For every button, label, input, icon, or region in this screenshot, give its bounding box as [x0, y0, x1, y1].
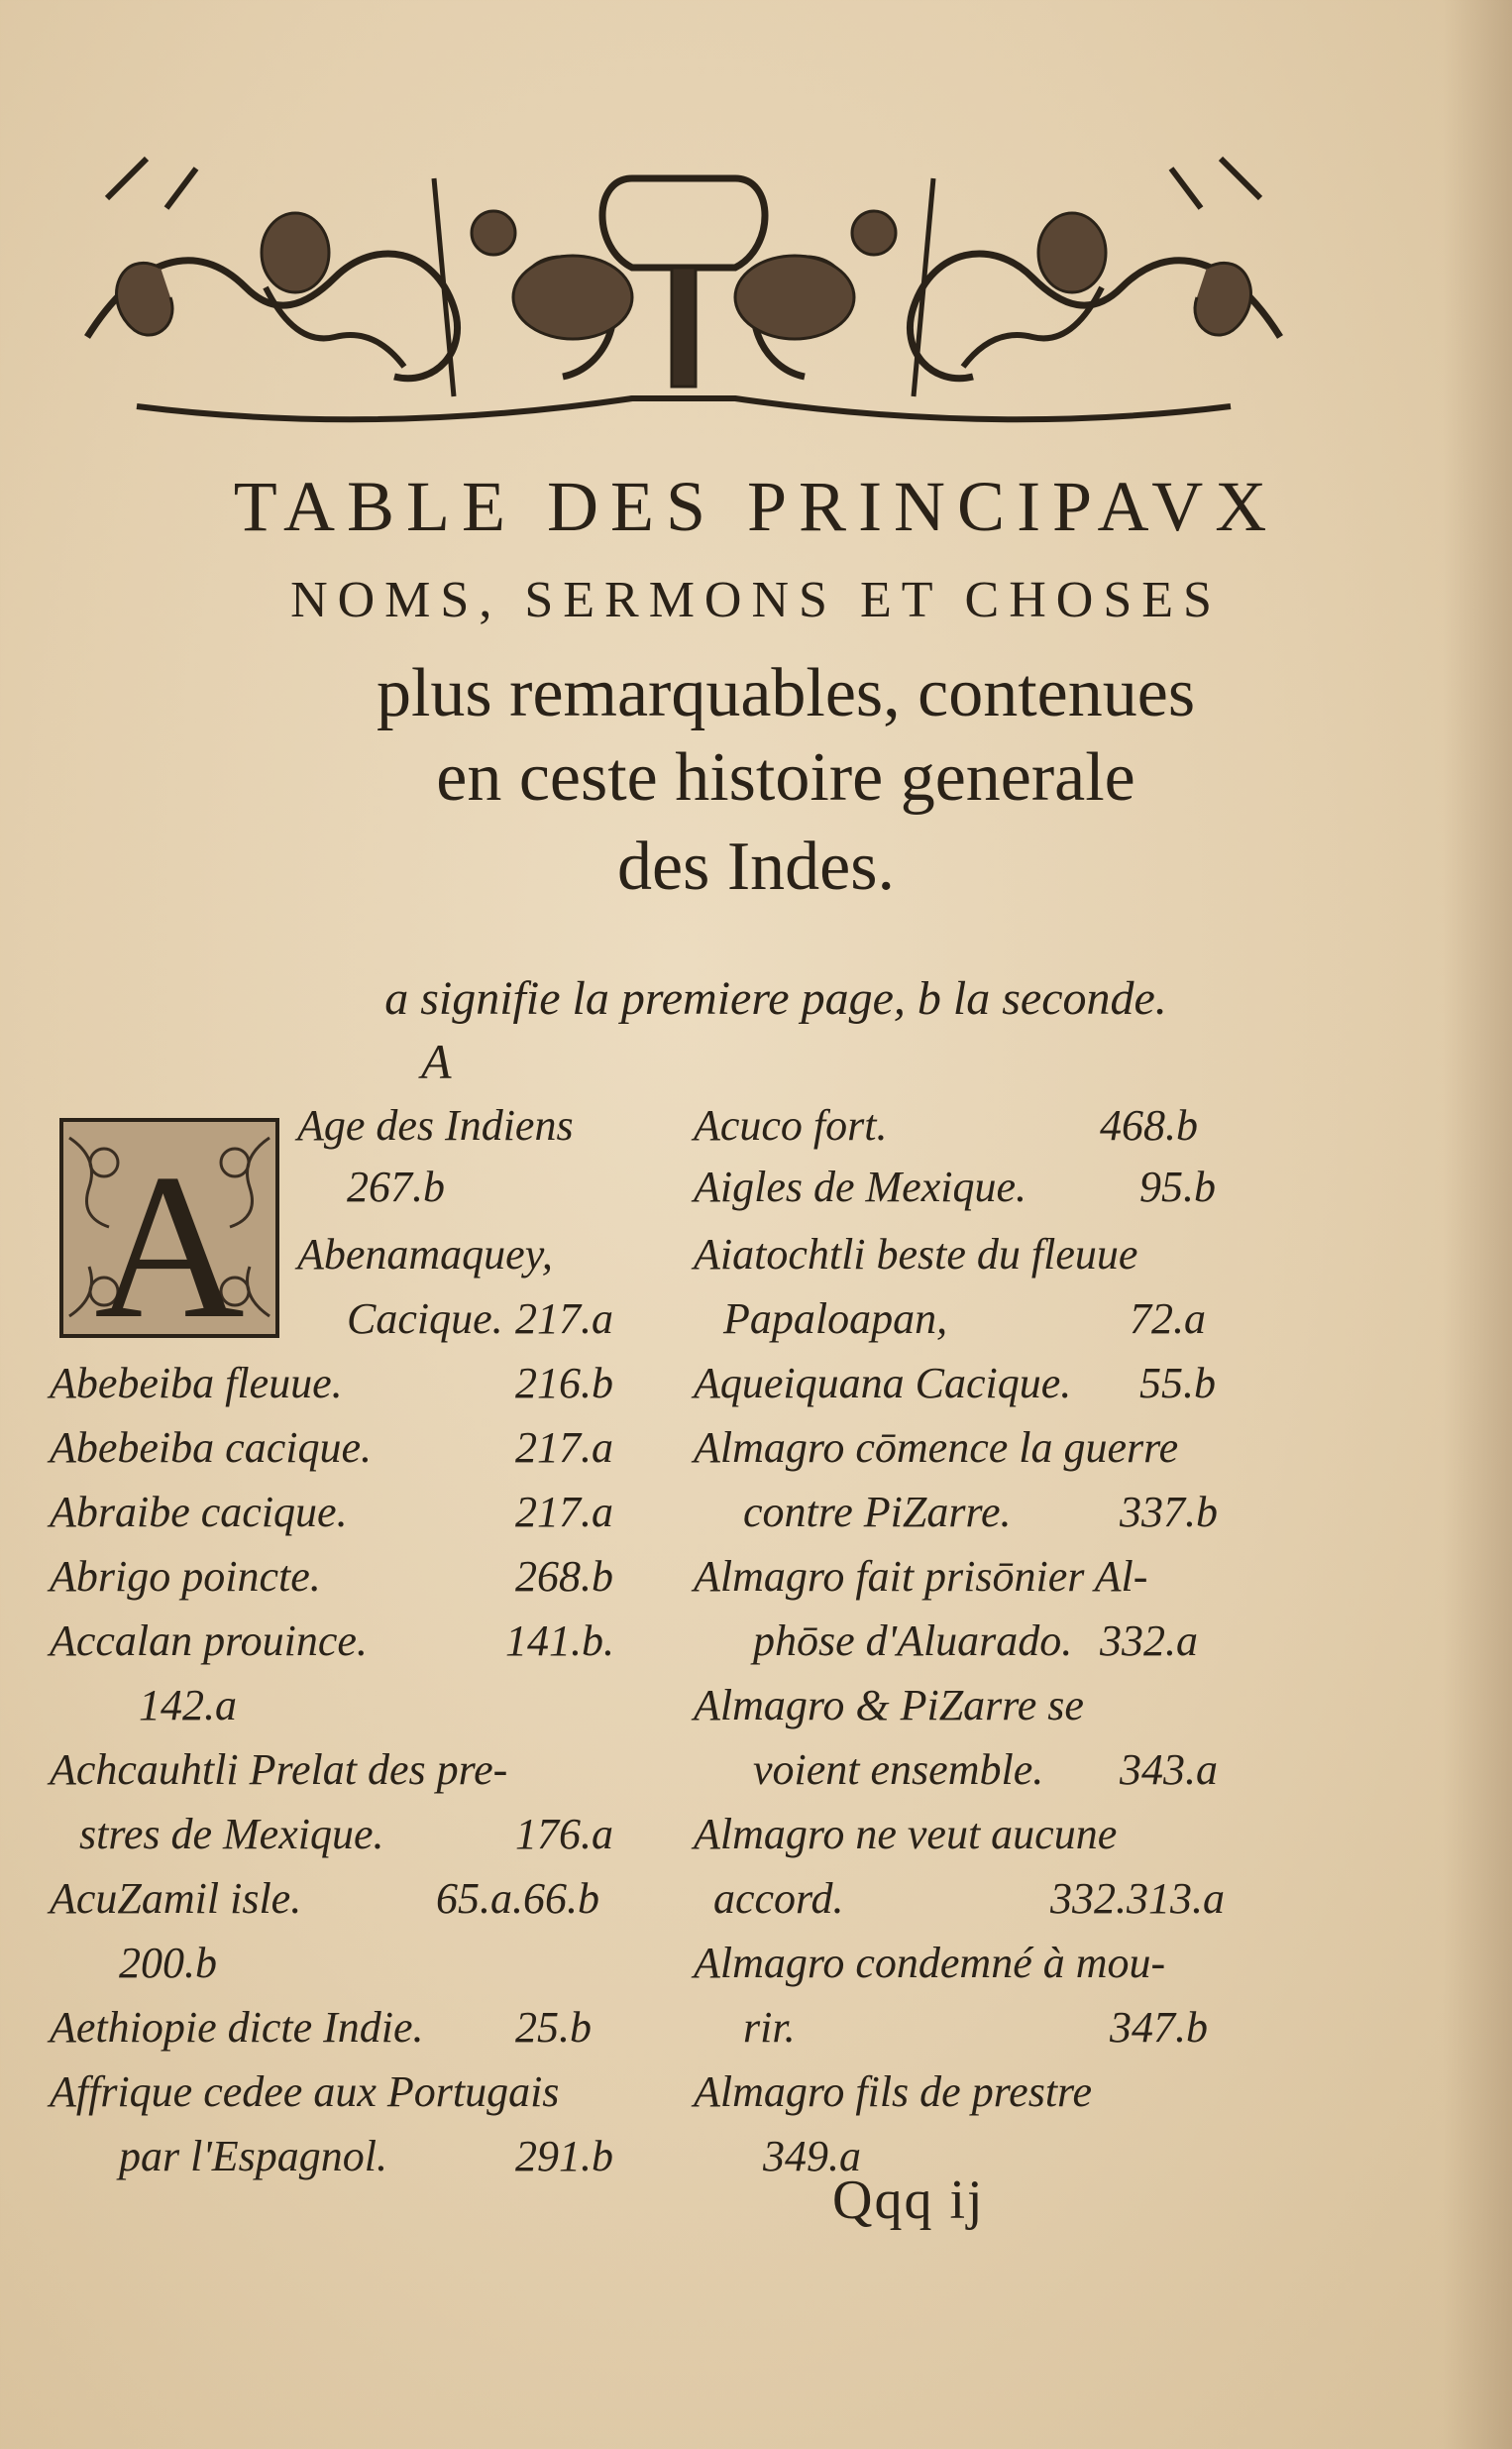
left-entry-page-ref: 217.a — [515, 1294, 613, 1343]
left-entry-text: Abebeiba fleuue. — [50, 1359, 343, 1407]
dropcap-ornament — [59, 1118, 279, 1338]
left-entry-page-ref: 291.b — [515, 2132, 613, 2180]
right-entry-page-ref: 72.a — [1130, 1294, 1206, 1343]
right-entry-text: Almagro ne veut aucune — [694, 1810, 1118, 1858]
right-entry-text: Aqueiquana Cacique. — [694, 1359, 1072, 1407]
right-entry-text: Almagro condemné à mou- — [694, 1939, 1166, 1987]
left-entry-page-ref: 25.b — [515, 2003, 592, 2052]
left-entry-text: AcuZamil isle. — [50, 1874, 302, 1923]
left-entry-text: Affrique cedee aux Portugais — [50, 2067, 560, 2116]
right-entry-text: Aigles de Mexique. — [694, 1163, 1026, 1211]
left-entry-text: par l'Espagnol. — [119, 2132, 387, 2180]
right-entry-page-ref: 95.b — [1139, 1163, 1216, 1211]
left-entry-page-ref: 65.a.66.b — [436, 1874, 599, 1923]
signature-mark: Qqq ij — [832, 2170, 985, 2231]
right-entry-page-ref: 343.a — [1120, 1745, 1218, 1794]
left-entry-text: Abenamaquey, — [297, 1230, 553, 1279]
woodcut-ornament-band — [77, 139, 1290, 436]
left-entry-text: Abraibe cacique. — [50, 1488, 348, 1536]
left-entry-page-ref: 217.a — [515, 1488, 613, 1536]
left-entry-page-ref: 267.b — [347, 1163, 445, 1211]
left-entry-text: stres de Mexique. — [79, 1810, 384, 1858]
left-entry-page-ref: 216.b — [515, 1359, 613, 1407]
left-entry-text: Age des Indiens — [297, 1101, 574, 1150]
left-entry-text: Achcauhtli Prelat des pre- — [50, 1745, 508, 1794]
left-entry-text: Cacique. — [347, 1294, 503, 1343]
page-edge-shadow — [1443, 0, 1512, 2449]
right-entry-text: Acuco fort. — [694, 1101, 888, 1150]
right-entry-text: Papaloapan, — [723, 1294, 948, 1343]
left-entry-page-ref: 200.b — [119, 1939, 217, 1987]
dropcap-letter: A — [94, 1132, 245, 1338]
left-entry-page-ref: 176.a — [515, 1810, 613, 1858]
right-entry-text: Almagro cōmence la guerre — [694, 1423, 1179, 1472]
left-entry-text: Aethiopie dicte Indie. — [50, 2003, 424, 2052]
right-entry-text: Almagro & PiZarre se — [694, 1681, 1084, 1729]
title-line-1: TABLE DES PRINCIPAVX — [233, 467, 1279, 546]
section-letter: A — [421, 1034, 452, 1089]
right-entry-page-ref: 337.b — [1120, 1488, 1218, 1536]
page-note: a signifie la premiere page, b la seconde. — [384, 972, 1167, 1025]
left-entry-page-ref: 217.a — [515, 1423, 613, 1472]
title-line-3: plus remarquables, contenues — [376, 655, 1196, 731]
right-entry-page-ref: 332.313.a — [1050, 1874, 1225, 1923]
right-entry-text: phōse d'Aluarado. — [753, 1616, 1073, 1665]
left-entry-page-ref: 141.b. — [505, 1616, 614, 1665]
right-entry-page-ref: 55.b — [1139, 1359, 1216, 1407]
left-entry-text: Abebeiba cacique. — [50, 1423, 372, 1472]
right-entry-text: Aiatochtli beste du fleuue — [694, 1230, 1138, 1279]
right-entry-text: Almagro fils de prestre — [694, 2067, 1093, 2116]
right-entry-text: rir. — [743, 2003, 796, 2052]
left-entry-text: Accalan prouince. — [50, 1616, 368, 1665]
left-entry-page-ref: 268.b — [515, 1552, 613, 1601]
right-entry-page-ref: 332.a — [1100, 1616, 1198, 1665]
right-entry-text: Almagro fait prisōnier Al- — [694, 1552, 1148, 1601]
right-entry-page-ref: 347.b — [1110, 2003, 1208, 2052]
right-entry-text: voient ensemble. — [753, 1745, 1044, 1794]
right-entry-page-ref: 349.a — [763, 2132, 861, 2180]
title-line-4: en ceste histoire generale — [436, 739, 1135, 816]
title-line-2: NOMS, SERMONS ET CHOSES — [290, 572, 1222, 628]
title-line-5: des Indes. — [617, 829, 895, 905]
right-entry-page-ref: 468.b — [1100, 1101, 1198, 1150]
left-entry-text: Abrigo poincte. — [50, 1552, 321, 1601]
left-entry-page-ref: 142.a — [139, 1681, 237, 1729]
right-entry-text: accord. — [713, 1874, 844, 1923]
right-entry-text: contre PiZarre. — [743, 1488, 1012, 1536]
